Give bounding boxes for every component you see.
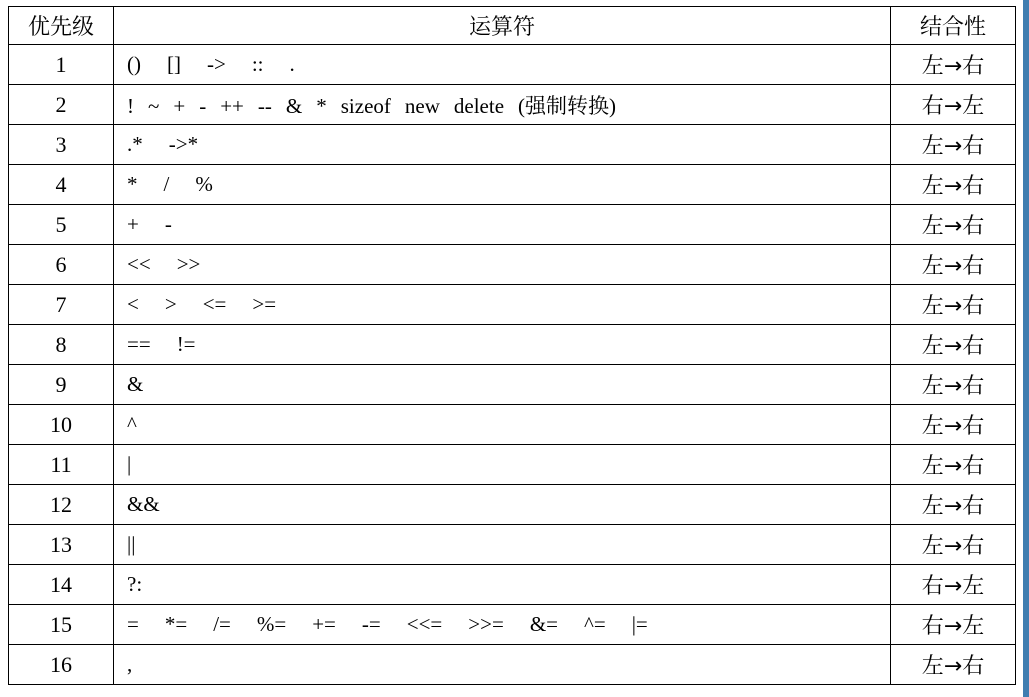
operator-token: - bbox=[164, 212, 172, 236]
header-operators: 运算符 bbox=[114, 7, 891, 45]
associativity: 左→右 bbox=[891, 445, 1016, 485]
precedence-level: 11 bbox=[9, 445, 114, 485]
operators-cell bbox=[114, 325, 891, 365]
operator-token: () bbox=[127, 52, 141, 76]
precedence-level: 7 bbox=[9, 285, 114, 325]
operator-token: .* bbox=[127, 132, 143, 156]
operators-cell bbox=[114, 45, 891, 85]
operator-token: < bbox=[127, 292, 139, 316]
table-row bbox=[9, 205, 1016, 245]
table-row bbox=[9, 365, 1016, 405]
operator-token: * bbox=[316, 93, 327, 118]
table-row bbox=[9, 445, 1016, 485]
operator-token: ^ bbox=[127, 412, 137, 436]
operator-token: <<= bbox=[406, 612, 443, 636]
table-body bbox=[9, 45, 1016, 685]
associativity: 左→右 bbox=[891, 525, 1016, 565]
operator-token: / bbox=[163, 172, 170, 196]
associativity: 左→右 bbox=[891, 45, 1016, 85]
header-associativity: 结合性 bbox=[891, 7, 1016, 45]
operator-token: [] bbox=[167, 52, 181, 76]
operator-token: << bbox=[127, 252, 151, 276]
associativity: 左→右 bbox=[891, 405, 1016, 445]
operator-precedence-table bbox=[8, 6, 1016, 685]
operator-token: != bbox=[176, 332, 196, 356]
operator-token: *= bbox=[164, 612, 188, 636]
associativity: 左→右 bbox=[891, 245, 1016, 285]
operators-cell bbox=[114, 125, 891, 165]
precedence-level: 15 bbox=[9, 605, 114, 645]
operator-token: ++ bbox=[220, 93, 244, 118]
table-row bbox=[9, 245, 1016, 285]
precedence-level: 10 bbox=[9, 405, 114, 445]
operators-cell bbox=[114, 165, 891, 205]
precedence-level: 3 bbox=[9, 125, 114, 165]
precedence-level: 8 bbox=[9, 325, 114, 365]
operator-token: = bbox=[127, 612, 139, 636]
operators-cell bbox=[114, 645, 891, 685]
operators-cell bbox=[114, 245, 891, 285]
precedence-level: 13 bbox=[9, 525, 114, 565]
associativity: 右→左 bbox=[891, 565, 1016, 605]
precedence-table-wrapper bbox=[8, 6, 1016, 685]
operator-token: . bbox=[289, 52, 295, 76]
operator-token: &= bbox=[529, 612, 558, 636]
table-row bbox=[9, 405, 1016, 445]
associativity: 左→右 bbox=[891, 285, 1016, 325]
operator-token: ?: bbox=[127, 572, 143, 596]
operator-token: >> bbox=[176, 252, 201, 276]
header-row bbox=[9, 7, 1016, 45]
operators-cell bbox=[114, 525, 891, 565]
associativity: 左→右 bbox=[891, 365, 1016, 405]
operators-cell bbox=[114, 285, 891, 325]
table-header bbox=[9, 7, 1016, 45]
operator-token: ->* bbox=[168, 132, 199, 156]
associativity: 左→右 bbox=[891, 165, 1016, 205]
operator-token: * bbox=[127, 172, 138, 196]
table-row bbox=[9, 525, 1016, 565]
table-row bbox=[9, 85, 1016, 125]
operators-cell bbox=[114, 365, 891, 405]
associativity: 左→右 bbox=[891, 645, 1016, 685]
table-row bbox=[9, 125, 1016, 165]
associativity: 左→右 bbox=[891, 205, 1016, 245]
operator-token: == bbox=[127, 332, 151, 356]
header-level: 优先级 bbox=[9, 7, 114, 45]
operator-token: >>= bbox=[468, 612, 504, 636]
operator-token: -= bbox=[361, 612, 381, 636]
operator-token: += bbox=[312, 612, 336, 636]
precedence-level: 2 bbox=[9, 85, 114, 125]
operators-cell bbox=[114, 405, 891, 445]
table-row bbox=[9, 605, 1016, 645]
operator-token: <= bbox=[202, 292, 227, 316]
precedence-level: 6 bbox=[9, 245, 114, 285]
operators-cell bbox=[114, 565, 891, 605]
precedence-level: 14 bbox=[9, 565, 114, 605]
right-edge-accent bbox=[1023, 0, 1029, 697]
operators-cell bbox=[114, 205, 891, 245]
operator-token: %= bbox=[256, 612, 287, 636]
operator-token: sizeof bbox=[340, 93, 391, 118]
precedence-level: 9 bbox=[9, 365, 114, 405]
associativity: 左→右 bbox=[891, 325, 1016, 365]
precedence-level: 4 bbox=[9, 165, 114, 205]
table-row bbox=[9, 165, 1016, 205]
operator-token: -> bbox=[207, 52, 226, 76]
precedence-level: 1 bbox=[9, 45, 114, 85]
operator-token: ! bbox=[127, 93, 134, 118]
operator-token: | bbox=[127, 452, 132, 476]
operator-token: % bbox=[195, 172, 213, 196]
associativity: 右→左 bbox=[891, 85, 1016, 125]
operator-token: & bbox=[285, 93, 303, 118]
operator-token: new bbox=[404, 93, 440, 118]
operator-token: ^= bbox=[584, 612, 606, 636]
associativity: 左→右 bbox=[891, 125, 1016, 165]
operator-token: ~ bbox=[148, 93, 160, 118]
precedence-level: 5 bbox=[9, 205, 114, 245]
associativity: 右→左 bbox=[891, 605, 1016, 645]
operator-token: > bbox=[164, 292, 177, 316]
operator-token: + bbox=[127, 212, 139, 236]
associativity: 左→右 bbox=[891, 485, 1016, 525]
operators-cell bbox=[114, 485, 891, 525]
operator-token: /= bbox=[213, 612, 231, 636]
operators-cell bbox=[114, 605, 891, 645]
table-row bbox=[9, 285, 1016, 325]
operator-token: - bbox=[199, 93, 207, 118]
operator-token: delete bbox=[453, 93, 505, 118]
operator-token: + bbox=[173, 93, 186, 118]
operator-token: && bbox=[127, 492, 160, 516]
table-row bbox=[9, 565, 1016, 605]
operators-cell bbox=[114, 445, 891, 485]
table-row bbox=[9, 485, 1016, 525]
precedence-level: 16 bbox=[9, 645, 114, 685]
table-row bbox=[9, 45, 1016, 85]
operator-token: & bbox=[127, 372, 144, 396]
operators-cell bbox=[114, 85, 891, 125]
operator-token: || bbox=[127, 532, 136, 556]
operator-token: >= bbox=[252, 292, 277, 316]
operator-token: :: bbox=[251, 52, 264, 76]
precedence-level: 12 bbox=[9, 485, 114, 525]
operator-token: |= bbox=[631, 612, 648, 636]
operator-token: (强制转换) bbox=[518, 93, 617, 118]
table-row bbox=[9, 645, 1016, 685]
operator-token: , bbox=[127, 652, 133, 676]
operator-token: -- bbox=[257, 93, 272, 118]
table-row bbox=[9, 325, 1016, 365]
